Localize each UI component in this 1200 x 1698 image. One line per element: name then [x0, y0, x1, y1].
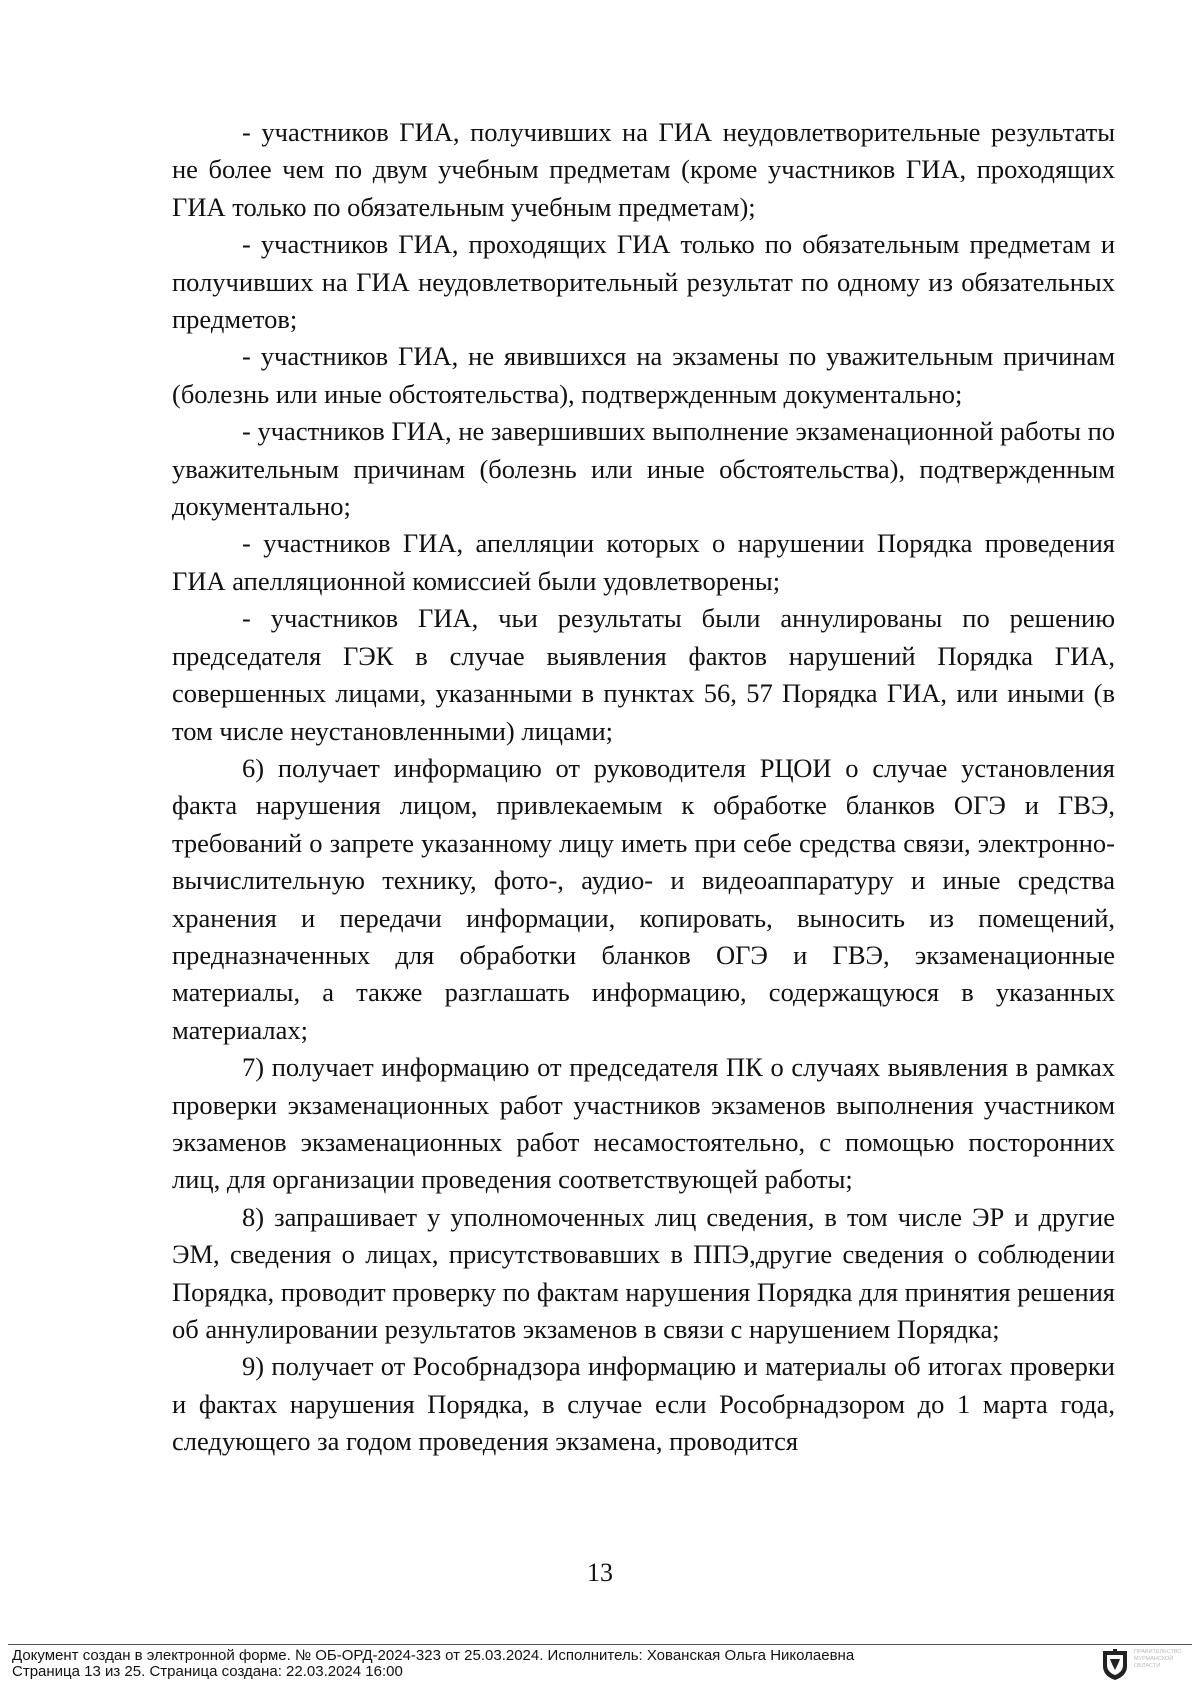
paragraph: - участников ГИА, получивших на ГИА неудовлетворительные результаты не более чем по двум учебным предметам (кроме участников ГИА, проходящих ГИА только по обязательным учебным предметам); — [172, 117, 1115, 222]
footer-document-info: Документ создан в электронной форме. № ОБ-ОРД-2024-323 от 25.03.2024. Исполнитель: Хованская Ольга Николаевна — [12, 1647, 855, 1664]
footer-divider — [8, 1644, 1192, 1645]
paragraph: 9) получает от Рособрнадзора информацию и материалы об итогах проверки и фактах нарушения Порядка, в случае если Рособрнадзором до 1 марта года, следующего за годом проведения экзамена, проводится — [172, 1351, 1115, 1457]
emblem-caption: ПРАВИТЕЛЬСТВО МУРМАНСКОЙ ОБЛАСТИ — [1134, 1649, 1182, 1669]
footer-page-info: Страница 13 из 25. Страница создана: 22.03.2024 16:00 — [12, 1663, 403, 1680]
paragraph: - участников ГИА, апелляции которых о нарушении Порядка проведения ГИА апелляционной комиссией были удовлетворены; — [172, 528, 1115, 596]
paragraph: - участников ГИА, не явившихся на экзамены по уважительным причинам (болезнь или иные обстоятельства), подтвержденным документально; — [172, 341, 1115, 409]
paragraph: - участников ГИА, чьи результаты были аннулированы по решению председателя ГЭК в случае выявления фактов нарушений Порядка ГИА, совершенных лицами, указанными в пунктах 56, 57 Порядка ГИА, или иными (в том числе неустановленными) лицами; — [172, 603, 1115, 746]
document-body — [172, 114, 1115, 1461]
paragraph: 8) запрашивает у уполномоченных лиц сведения, в том числе ЭР и другие ЭМ, сведения о лицах, присутствовавших в ППЭ,другие сведения о соблюдении Порядка, проводит проверку по фактам нарушения Порядка для принятия решения об аннулировании результатов экзаменов в связи с нарушением Порядка; — [172, 1201, 1115, 1344]
paragraph: 7) получает информацию от председателя ПК о случаях выявления в рамках проверки экзаменационных работ участников экзаменов выполнения участником экзаменов экзаменационных работ несамостоятельно, с помощью посторонних лиц, для организации проведения соответствующей работы; — [172, 1052, 1115, 1195]
document-footer — [12, 1648, 1092, 1680]
paragraph: - участников ГИА, проходящих ГИА только по обязательным предметам и получивших на ГИА неудовлетворительный результат по одному из обязательных предметов; — [172, 229, 1115, 335]
paragraph: 6) получает информацию от руководителя РЦОИ о случае установления факта нарушения лицом, привлекаемым к обработке бланков ОГЭ и ГВЭ, требований о запрете указанному лицу иметь при себе средства связи, электронно-вычислительную технику, фото-, аудио- и видеоаппаратуру и иные средства хранения и передачи информации, копировать, выносить из помещений, предназначенных для обработки бланков ОГЭ и ГВЭ, экзаменационные материалы, а также разглашать информацию, содержащуюся в указанных материалах; — [172, 752, 1115, 1045]
page-number: 13 — [587, 1558, 613, 1587]
paragraph: - участников ГИА, не завершивших выполнение экзаменационной работы по уважительным причинам (болезнь или иные обстоятельства), подтвержденным документально; — [172, 416, 1115, 522]
coat-of-arms-icon — [1100, 1648, 1130, 1682]
